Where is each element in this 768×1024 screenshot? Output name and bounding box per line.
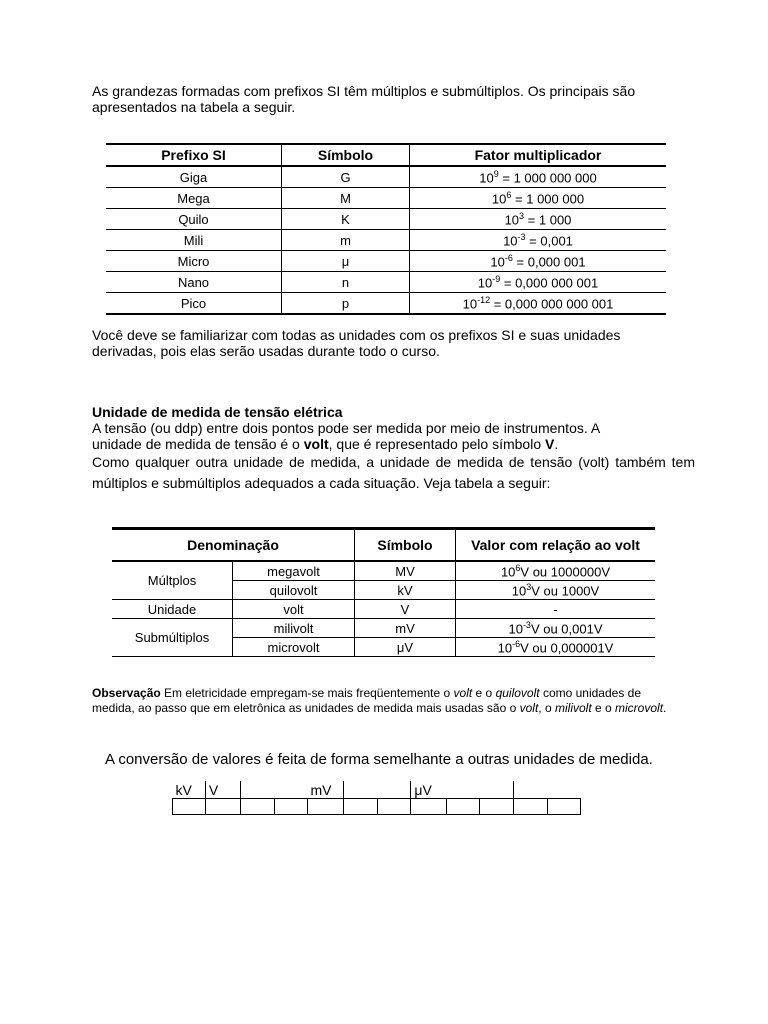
factor-value: = 0,000 001: [512, 254, 586, 270]
unit-value-cell: [456, 619, 656, 638]
factor-base: 10: [503, 233, 518, 249]
value-text: V ou 0,001V: [530, 621, 603, 637]
unit-label: [377, 781, 411, 799]
unit-symbol-cell: MV: [355, 561, 456, 581]
unit-label: [344, 781, 378, 799]
prefix-cell: Micro: [106, 251, 282, 272]
table-row: [106, 293, 666, 315]
value-text: V ou 0,000001V: [520, 640, 614, 656]
unit-label: mV: [307, 781, 343, 799]
table-row: [112, 561, 655, 581]
conversion-table: [172, 781, 581, 815]
table-row: [106, 166, 666, 188]
factor-value: = 1 000 000 000: [498, 170, 597, 186]
group-unit: Unidade: [112, 600, 233, 619]
unit-label: [241, 781, 275, 799]
section-heading: Unidade de medida de tensão elétrica: [92, 404, 343, 420]
value-base: 10: [497, 640, 513, 656]
conversion-cell: [274, 799, 307, 815]
symbol-cell: μ: [282, 251, 410, 272]
group-submultiples: Submúltiplos: [112, 619, 233, 657]
factor-value: = 1 000: [524, 212, 572, 228]
value-text: V ou 1000V: [531, 583, 600, 599]
factor-exponent: -12: [477, 294, 491, 305]
conversion-cell: [241, 799, 275, 815]
factor-base: 10: [490, 254, 505, 270]
unit-label: [513, 781, 547, 799]
italic-term: microvolt: [615, 701, 664, 715]
conversion-cell: [377, 799, 411, 815]
unit-symbol-cell: mV: [355, 619, 456, 638]
unit-symbol-cell: V: [355, 600, 456, 619]
factor-cell: [410, 272, 667, 293]
factor-exponent: 9: [493, 168, 499, 179]
unit-label: [447, 781, 480, 799]
text-span: e o: [591, 701, 616, 715]
factor-base: 10: [491, 191, 507, 207]
value-text: V ou 1000000V: [520, 564, 611, 580]
voltage-line-2: [92, 436, 695, 452]
unit-value-cell: [456, 638, 656, 657]
prefix-cell: Mili: [106, 230, 282, 251]
unit-label: [274, 781, 307, 799]
factor-base: 10: [477, 275, 493, 291]
factor-value: = 1 000 000: [511, 191, 585, 207]
volt-symbol-bold: V: [545, 436, 555, 452]
unit-name-cell: microvolt: [233, 638, 355, 657]
symbol-cell: n: [282, 272, 410, 293]
italic-term: volt: [453, 686, 473, 700]
table-row: [106, 188, 666, 209]
symbol-cell: M: [282, 188, 410, 209]
volt-bold: volt: [303, 436, 329, 452]
table-row: [106, 251, 666, 272]
factor-cell: [410, 188, 667, 209]
symbol-cell: K: [282, 209, 410, 230]
value-exponent: -6: [512, 638, 521, 649]
symbol-cell: m: [282, 230, 410, 251]
text-span: , que é representado pelo símbolo: [328, 436, 545, 452]
voltage-line-3: Como qualquer outra unidade de medida, a unidade de medida de tensão (volt) também tem múltiplos e submúltiplos adequados a cada situação. Veja tabela a seguir:: [92, 454, 695, 491]
symbol-cell: p: [282, 293, 410, 315]
header-symbol: Símbolo: [282, 144, 410, 166]
unit-label: μV: [411, 781, 447, 799]
factor-exponent: -9: [492, 273, 501, 284]
unit-symbol-cell: kV: [355, 581, 456, 600]
italic-term: volt: [519, 701, 539, 715]
factor-value: = 0,000 000 001: [500, 275, 599, 291]
text-span: .: [554, 436, 559, 452]
value-base: 10: [511, 583, 527, 599]
value-base: 10: [508, 621, 523, 637]
intro-paragraph: As grandezas formadas com prefixos SI têm múltiplos e submúltiplos. Os principais são apresentados na tabela a seguir.: [92, 83, 636, 115]
unit-name-cell: milivolt: [233, 619, 355, 638]
factor-cell: [410, 166, 667, 188]
table-row: [106, 209, 666, 230]
prefix-cell: Mega: [106, 188, 282, 209]
factor-exponent: -6: [504, 252, 513, 263]
unit-label-row: [173, 781, 581, 799]
italic-term: quilovolt: [495, 686, 540, 700]
voltage-line-1: A tensão (ou ddp) entre dois pontos pode ser medida por meio de instrumentos. A: [92, 420, 601, 436]
si-prefix-table: [106, 143, 666, 315]
value-exponent: 3: [526, 581, 532, 592]
prefix-cell: Nano: [106, 272, 282, 293]
unit-label: V: [205, 781, 240, 799]
unit-label: [547, 781, 580, 799]
factor-base: 10: [479, 170, 494, 186]
table-row: [112, 600, 655, 619]
conversion-cell: [447, 799, 480, 815]
prefix-cell: Giga: [106, 166, 282, 188]
factor-cell: [410, 209, 667, 230]
conversion-title: A conversão de valores é feita de forma semelhante a outras unidades de medida.: [105, 751, 653, 768]
prefix-cell: Pico: [106, 293, 282, 315]
header-symbol: Símbolo: [355, 529, 456, 562]
unit-name-cell: quilovolt: [233, 581, 355, 600]
group-multiples: Múltplos: [112, 561, 233, 600]
factor-base: 10: [462, 296, 478, 312]
conversion-cell: [173, 799, 206, 815]
conversion-value-row: [173, 799, 581, 815]
observation-paragraph: [92, 686, 672, 716]
text-span: como unidades de medida, ao passo que em eletrônica as unidades de medida mais usadas são o: [92, 686, 642, 715]
value-exponent: -3: [522, 619, 531, 630]
factor-value: = 0,001: [525, 233, 573, 249]
conversion-cell: [480, 799, 514, 815]
symbol-cell: G: [282, 166, 410, 188]
unit-value-cell: -: [456, 600, 656, 619]
conversion-cell: [344, 799, 378, 815]
text-span: .: [663, 701, 667, 715]
conversion-cell: [307, 799, 343, 815]
factor-cell: [410, 293, 667, 315]
observation-label: Observação: [92, 686, 161, 700]
header-factor: Fator multiplicador: [410, 144, 667, 166]
conversion-cell: [513, 799, 547, 815]
value-base: 10: [500, 564, 516, 580]
header-denomination: Denominação: [112, 529, 355, 562]
table-header-row: [112, 529, 655, 562]
volt-units-table: [112, 527, 655, 657]
factor-cell: [410, 251, 667, 272]
table-header-row: [106, 144, 666, 166]
text-span: , o: [538, 701, 555, 715]
unit-label: [480, 781, 514, 799]
unit-value-cell: [456, 581, 656, 600]
header-value: Valor com relação ao volt: [456, 529, 656, 562]
factor-exponent: 3: [519, 210, 525, 221]
text-span: Em eletricidade empregam-se mais freqüentemente o: [160, 686, 454, 700]
unit-name-cell: megavolt: [233, 561, 355, 581]
prefix-cell: Quilo: [106, 209, 282, 230]
value-exponent: 6: [515, 562, 521, 573]
factor-exponent: 6: [506, 189, 512, 200]
unit-name-cell: volt: [233, 600, 355, 619]
header-prefix: Prefixo SI: [106, 144, 282, 166]
factor-base: 10: [504, 212, 520, 228]
table-row: [106, 272, 666, 293]
conversion-cell: [547, 799, 580, 815]
text-span: unidade de medida de tensão é o: [92, 436, 304, 452]
table-row: [112, 619, 655, 638]
voltage-section: [92, 404, 695, 494]
familiarize-paragraph: Você deve se familiarizar com todas as unidades com os prefixos SI e suas unidades derivadas, pois elas serão usadas durante todo o curso.: [92, 327, 621, 359]
italic-term: milivolt: [554, 701, 592, 715]
text-span: e o: [472, 686, 496, 700]
table-row: [106, 230, 666, 251]
unit-label: kV: [173, 781, 206, 799]
factor-cell: [410, 230, 667, 251]
unit-symbol-cell: μV: [355, 638, 456, 657]
unit-value-cell: [456, 561, 656, 581]
conversion-cell: [205, 799, 240, 815]
factor-exponent: -3: [517, 231, 526, 242]
factor-value: = 0,000 000 000 001: [490, 296, 614, 312]
conversion-cell: [411, 799, 447, 815]
